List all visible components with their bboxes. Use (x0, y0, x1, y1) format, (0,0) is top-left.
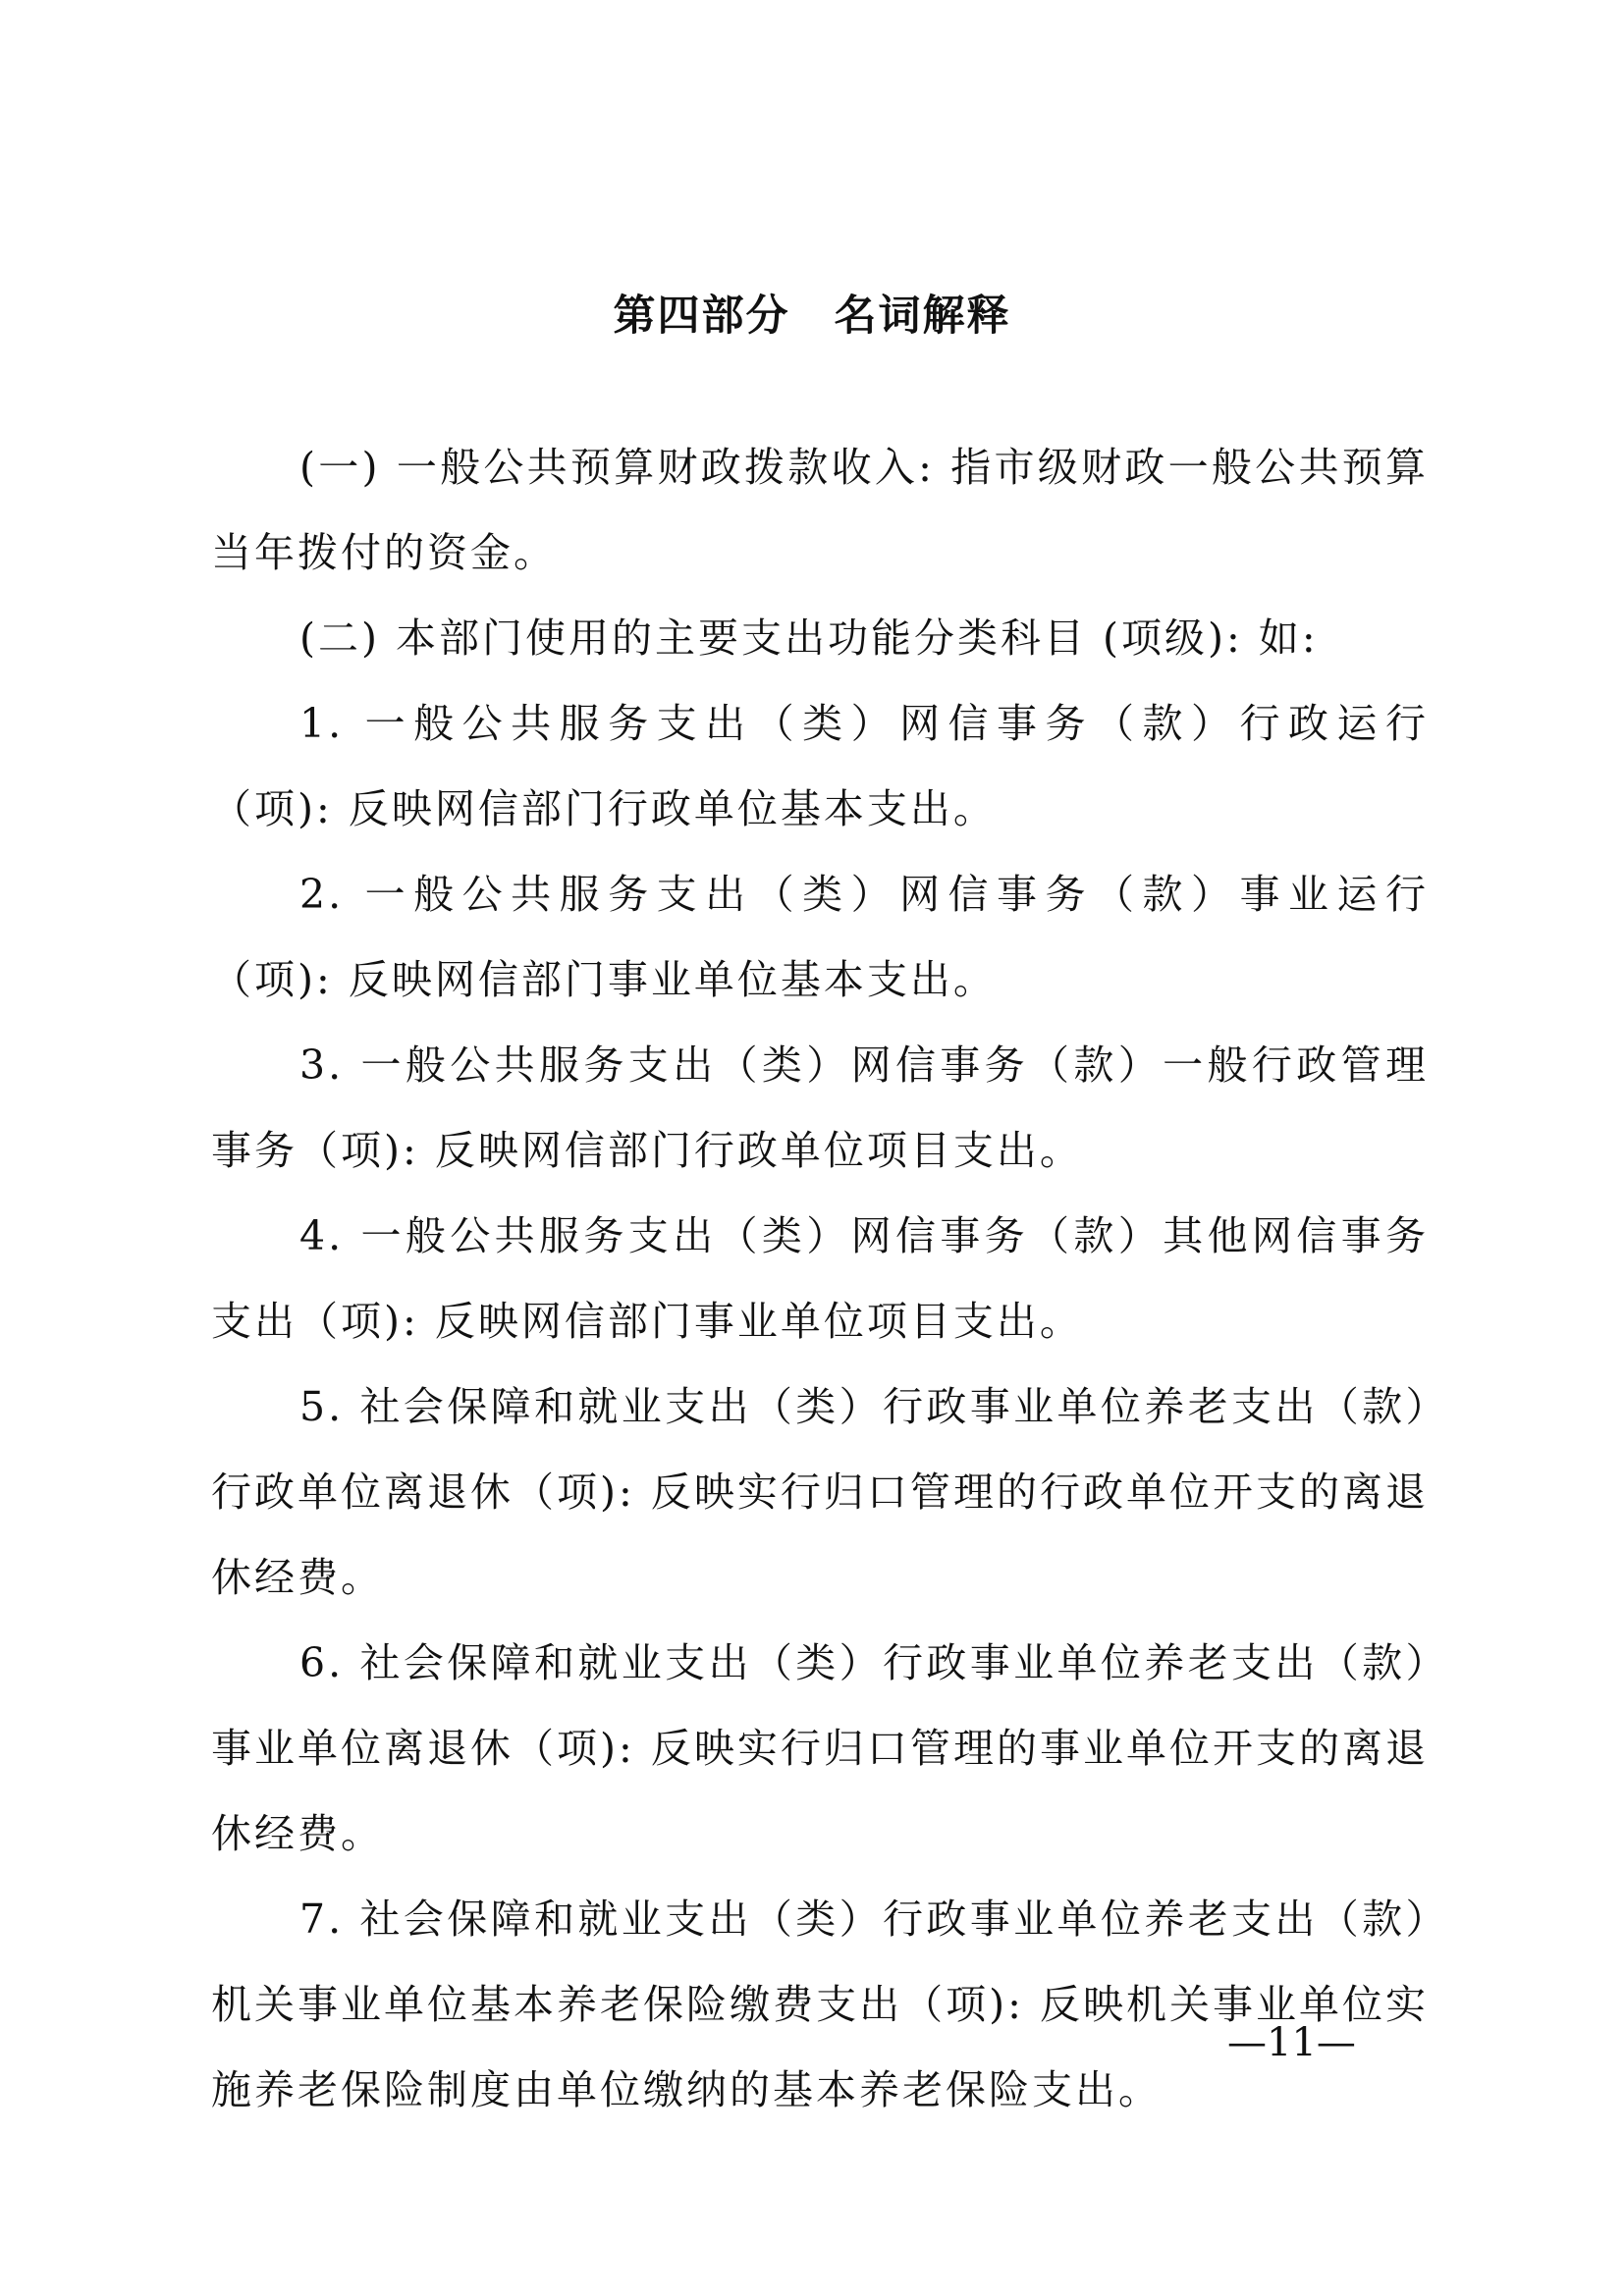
paragraph-8: 6. 社会保障和就业支出（类）行政事业单位养老支出（款）事业单位离退休（项): 反映实行归口管理的事业单位开支的离退休经费。 (211, 1639, 1429, 1857)
paragraph-3: 1. 一般公共服务支出（类）网信事务（款）行政运行（项): 反映网信部门行政单位基本支出。 (211, 700, 1429, 832)
paragraph-7: 5. 社会保障和就业支出（类）行政事业单位养老支出（款）行政单位离退休（项): 反映实行归口管理的行政单位开支的离退休经费。 (211, 1383, 1429, 1601)
body-text (211, 425, 1429, 2133)
paragraph-4: 2. 一般公共服务支出（类）网信事务（款）事业运行（项): 反映网信部门事业单位基本支出。 (211, 871, 1429, 1003)
paragraph-6: 4. 一般公共服务支出（类）网信事务（款）其他网信事务支出（项): 反映网信部门事业单位项目支出。 (211, 1212, 1429, 1345)
paragraph-2: (二) 本部门使用的主要支出功能分类科目 (项级): 如: (299, 614, 1319, 662)
paragraph-9: 7. 社会保障和就业支出（类）行政事业单位养老支出（款）机关事业单位基本养老保险缴费支出（项): 反映机关事业单位实施养老保险制度由单位缴纳的基本养老保险支出。 (211, 1896, 1429, 2113)
paragraph-1: (一) 一般公共预算财政拨款收入: 指市级财政一般公共预算当年拨付的资金。 (211, 444, 1429, 576)
page-number: —11— (1227, 2020, 1356, 2065)
paragraph-5: 3. 一般公共服务支出（类）网信事务（款）一般行政管理事务（项): 反映网信部门行政单位项目支出。 (211, 1041, 1429, 1174)
page-title: 第四部分 名词解释 (613, 292, 1011, 341)
